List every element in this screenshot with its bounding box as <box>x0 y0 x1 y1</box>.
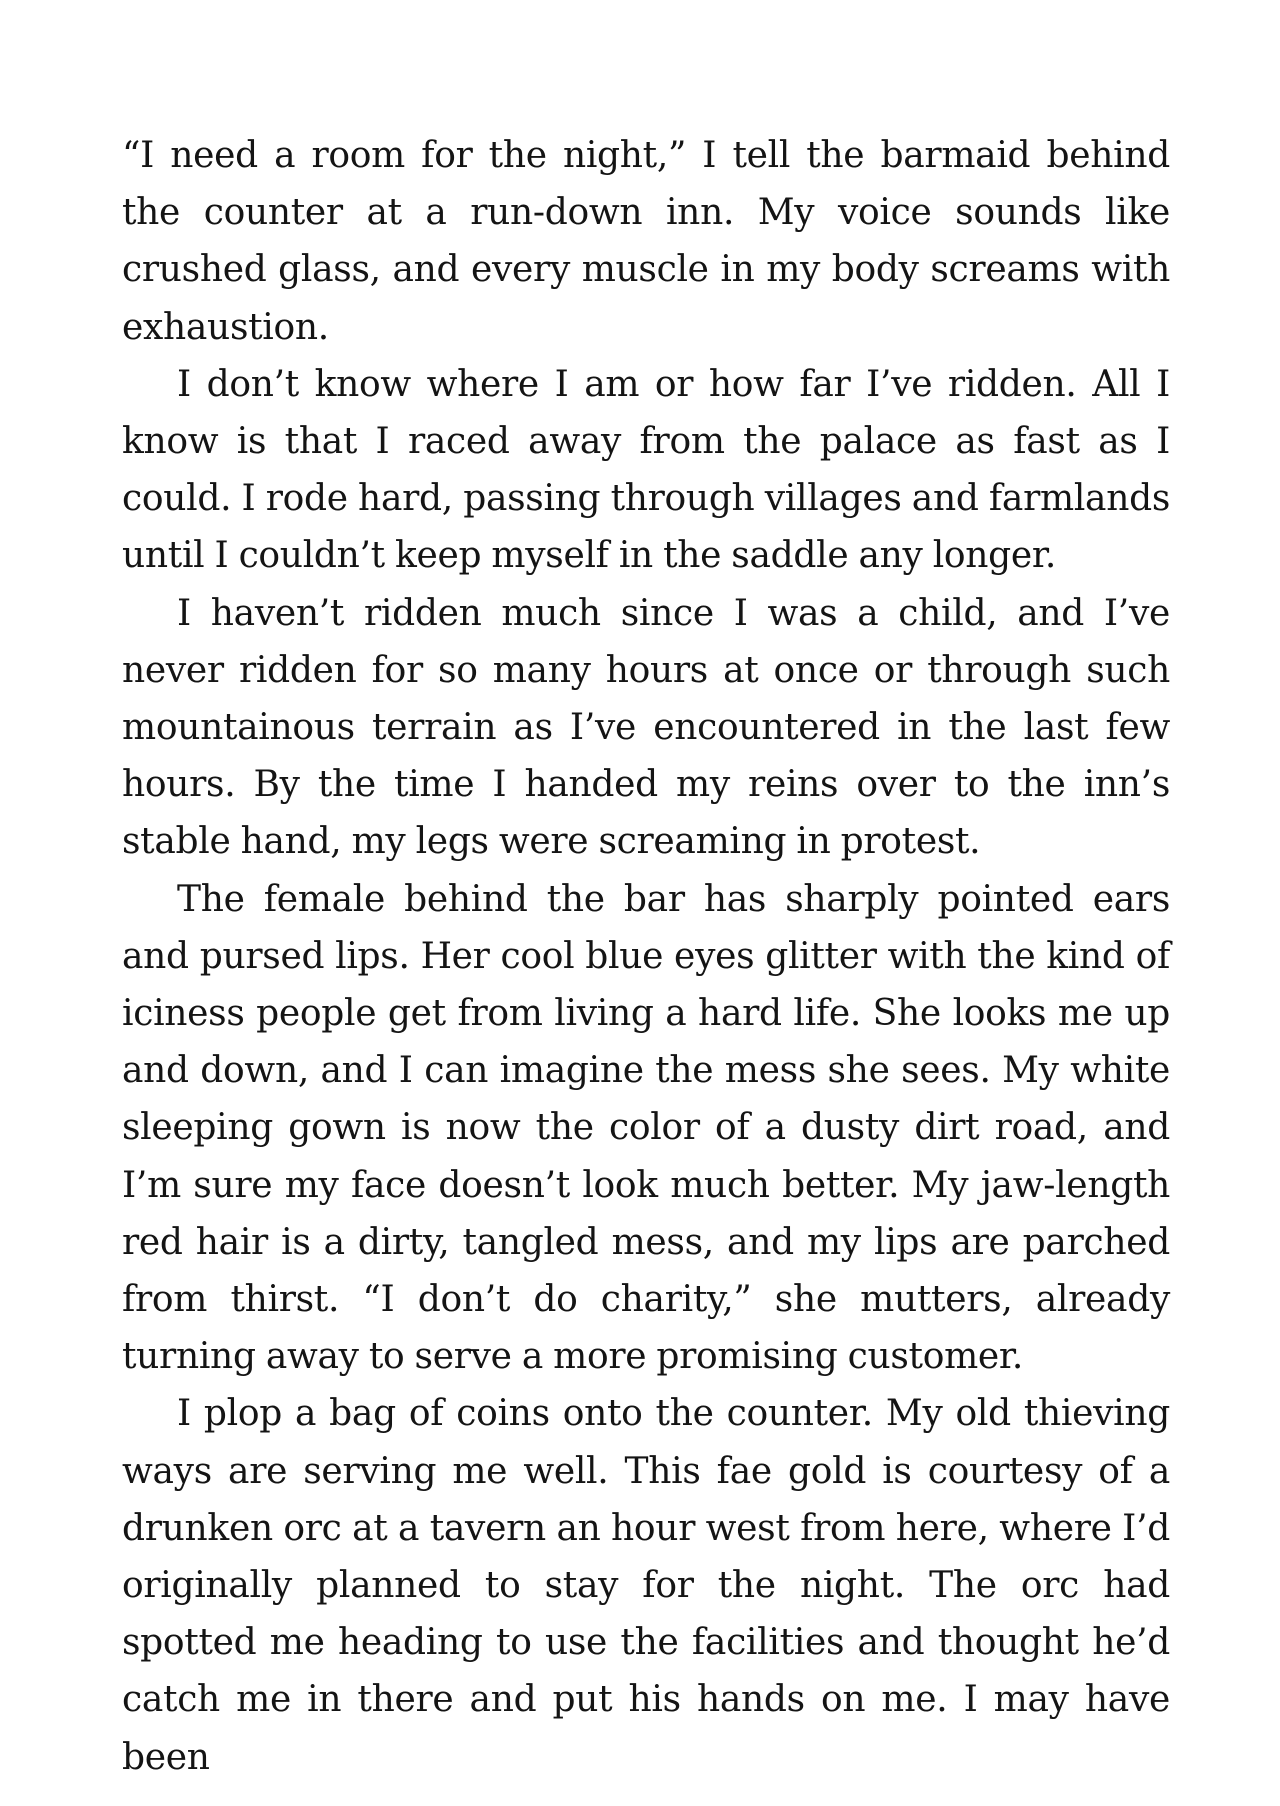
paragraph-5: I plop a bag of coins onto the counter. My old thieving ways are serving me well. This fae gold is courtesy of a drunken orc at a tavern an hour west from here, where I’d originally planned to stay for the night. The orc had spotted me heading to use the facilities and thought he’d catch me in there and put his hands on me. I may have been <box>122 1393 1170 1778</box>
paragraph-2: I don’t know where I am or how far I’ve ridden. All I know is that I raced away from the palace as fast as I could. I rode hard, passing through villages and farmlands until I couldn’t keep myself in the saddle any longer. <box>122 363 1170 577</box>
paragraph-1: “I need a room for the night,” I tell the barmaid behind the counter at a run-down inn. My voice sounds like crushed glass, and every muscle in my body screams with exhaustion. <box>122 135 1170 348</box>
paragraph-3: I haven’t ridden much since I was a child, and I’ve never ridden for so many hours at once or through such mountainous terrain as I’ve encountered in the last few hours. By the time I handed my reins over to the inn’s stable hand, my legs were screaming in protest. <box>122 592 1170 863</box>
book-page <box>122 127 1170 1786</box>
paragraph-4: The female behind the bar has sharply pointed ears and pursed lips. Her cool blue eyes glitter with the kind of iciness people get from living a hard life. She looks me up and down, and I can imagine the mess she sees. My white sleeping gown is now the color of a dusty dirt road, and I’m sure my face doesn’t look much better. My jaw-length red hair is a dirty, tangled mess, and my lips are parched from thirst. “I don’t do charity,” she mutters, already turning away to serve a more promising customer. <box>122 878 1170 1378</box>
